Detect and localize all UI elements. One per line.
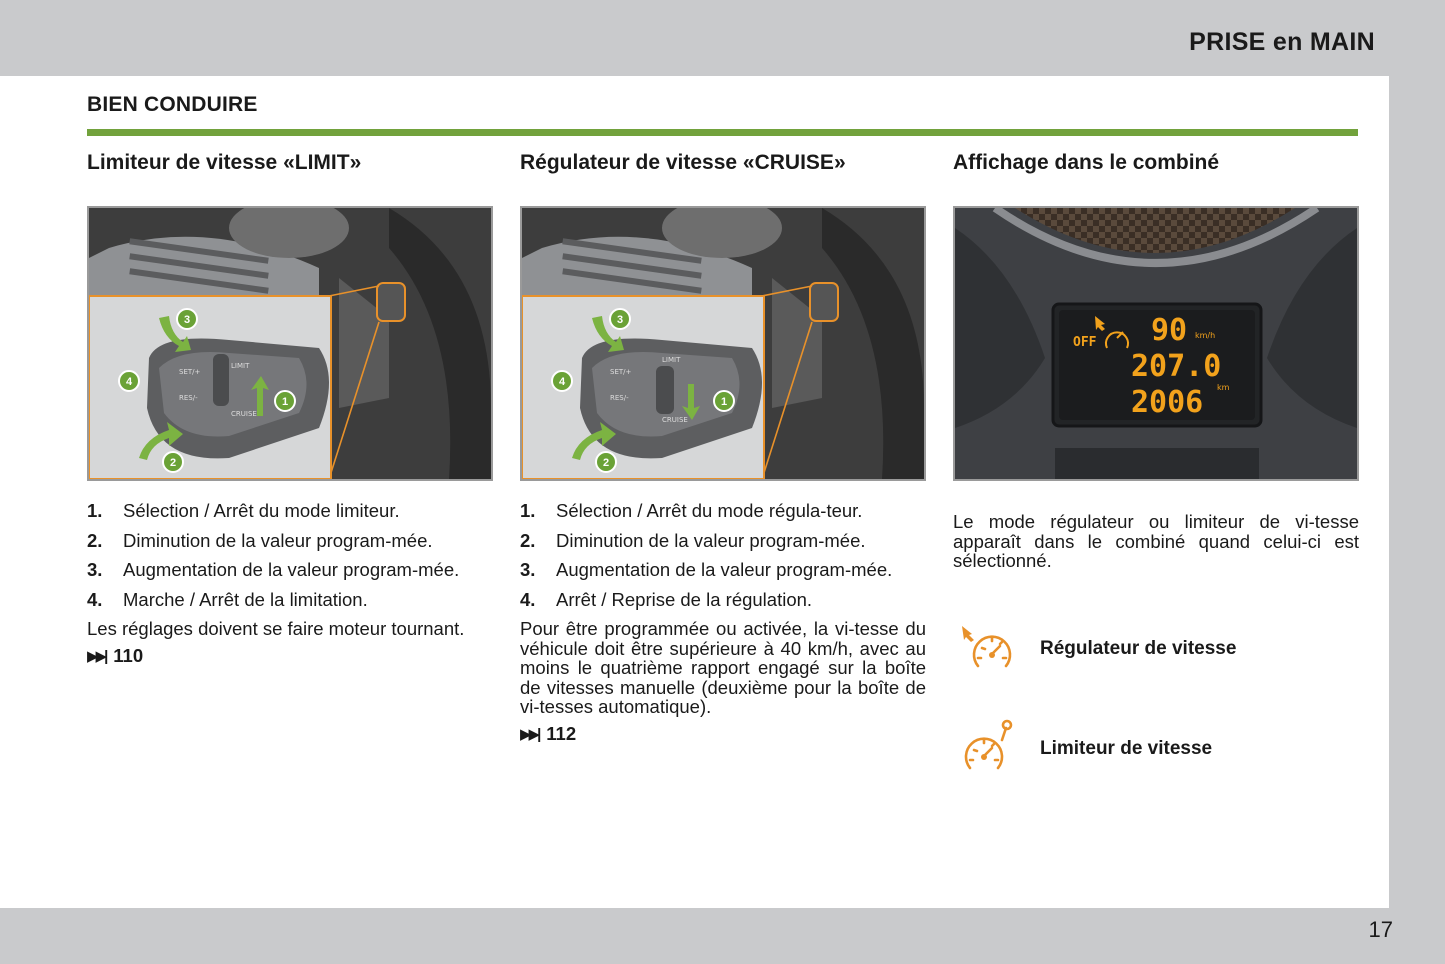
instruction-list	[87, 501, 493, 609]
stalk-label-limit: LIMIT	[231, 362, 250, 370]
display-explanation: Le mode régulateur ou limiteur de vi-tesse apparaît dans le combiné quand celui-ci est sélectionné.	[953, 511, 1359, 571]
page-reference[interactable]: ▶▶| 110	[87, 644, 144, 666]
list-item: 1. Sélection / Arrêt du mode régula-teur.	[520, 500, 863, 521]
stalk-label-set: SET/+	[610, 368, 632, 376]
stalk-label-set: SET/+	[179, 368, 201, 376]
display-line-2: 207.0	[1131, 349, 1222, 384]
column-heading: Affichage dans le combiné	[953, 151, 1220, 174]
speed-limiter-icon	[960, 718, 1016, 779]
page-number: 17	[1368, 917, 1393, 942]
stalk-label-limit: LIMIT	[662, 356, 681, 364]
display-speed: 90	[1151, 313, 1188, 348]
list-item: 4. Marche / Arrêt de la limitation.	[87, 588, 368, 610]
list-item: 1. Sélection / Arrêt du mode limiteur.	[87, 500, 400, 521]
stalk-label-res: RES/-	[179, 394, 198, 402]
section-divider	[87, 129, 1358, 136]
section-title: BIEN CONDUIRE	[87, 93, 258, 116]
page-header-title: PRISE en MAIN	[1189, 28, 1375, 56]
stalk-figure-cruise	[520, 206, 926, 481]
callout-3: 3	[183, 314, 191, 326]
column-display	[953, 152, 1359, 571]
stalk-label-res: RES/-	[610, 394, 629, 402]
list-item: 2. Diminution de la valeur program-mée.	[520, 529, 866, 551]
display-line-3-unit: km	[1217, 383, 1230, 392]
cruise-control-icon	[960, 618, 1016, 679]
page-jump-icon: ▶▶|	[87, 647, 106, 665]
column-limiter	[87, 152, 493, 667]
list-item: 3. Augmentation de la valeur program-mée.	[87, 559, 460, 580]
callout-4: 4	[558, 376, 566, 388]
column-note: Les réglages doivent se faire moteur tournant.	[87, 618, 465, 639]
column-heading: Limiteur de vitesse «LIMIT»	[87, 151, 362, 174]
column-heading: Régulateur de vitesse «CRUISE»	[520, 151, 846, 174]
column-cruise	[520, 152, 926, 745]
bottom-band	[0, 908, 1445, 964]
instruction-list	[520, 501, 926, 609]
legend-label-cruise: Régulateur de vitesse	[1040, 637, 1237, 659]
legend-row-cruise	[960, 618, 1236, 679]
list-item: 2. Diminution de la valeur program-mée.	[87, 529, 433, 551]
display-line-3: 2006	[1131, 385, 1204, 420]
page-jump-icon: ▶▶|	[520, 725, 539, 743]
list-item: 4. Arrêt / Reprise de la régulation.	[520, 588, 813, 610]
callout-4: 4	[125, 376, 133, 388]
stalk-label-cruise: CRUISE	[231, 410, 257, 418]
stalk-figure-limiter	[87, 206, 493, 481]
page-reference[interactable]: ▶▶| 112	[520, 722, 577, 744]
callout-1: 1	[720, 396, 728, 408]
display-status: OFF	[1073, 335, 1097, 350]
legend-label-limiter: Limiteur de vitesse	[1040, 737, 1213, 759]
column-note: Pour être programmée ou activée, la vi-tesse du véhicule doit être supérieure à 40 km/h, avec au moins le quatrième rapport engagé sur la boîte de vitesses manuelle (deuxième pour la boîte de vi-tesses automatique).	[520, 618, 926, 717]
callout-2: 2	[602, 457, 610, 469]
display-speed-unit: km/h	[1195, 331, 1216, 340]
callout-2: 2	[169, 457, 177, 469]
callout-1: 1	[281, 396, 289, 408]
stalk-label-cruise: CRUISE	[662, 416, 688, 424]
list-item: 3. Augmentation de la valeur program-mée.	[520, 559, 893, 580]
instrument-cluster-figure	[953, 206, 1359, 481]
callout-3: 3	[616, 314, 624, 326]
legend-row-limiter	[960, 718, 1212, 779]
